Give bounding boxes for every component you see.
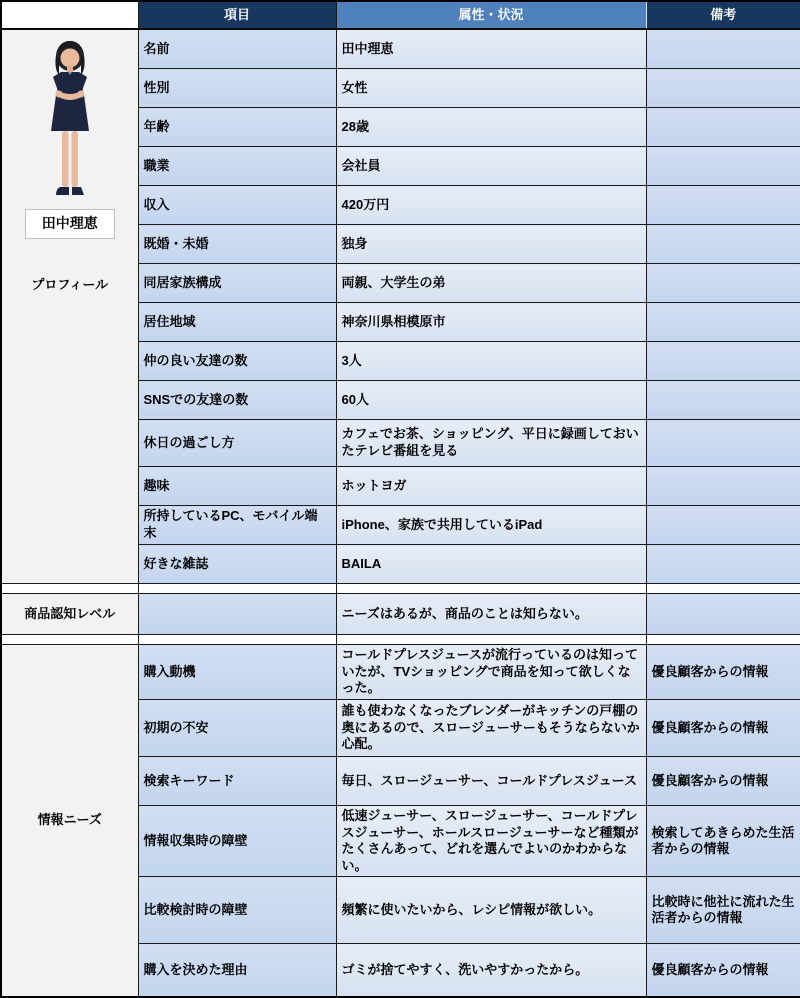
spacer-cell — [336, 635, 646, 645]
profile-section-label: プロフィール — [31, 276, 109, 292]
item-cell: 収入 — [138, 186, 336, 225]
item-cell: 名前 — [138, 29, 336, 69]
note-cell — [646, 147, 800, 186]
table-row — [1, 594, 800, 635]
spacer-row — [1, 584, 800, 594]
note-cell: 比較時に他社に流れた生活者からの情報 — [646, 877, 800, 944]
note-cell: 検索してあきらめた生活者からの情報 — [646, 805, 800, 877]
value-cell: iPhone、家族で共用しているiPad — [336, 506, 646, 545]
value-cell: 毎日、スロージューサー、コールドプレスジュース — [336, 756, 646, 805]
header-row — [1, 1, 800, 29]
note-cell — [646, 506, 800, 545]
note-cell: 優良顧客からの情報 — [646, 944, 800, 998]
item-cell: 性別 — [138, 69, 336, 108]
spacer-cell — [138, 635, 336, 645]
item-cell: 初期の不安 — [138, 699, 336, 756]
value-cell: コールドプレスジュースが流行っているのは知っていたが、TVショッピングで商品を知って欲しくなった。 — [336, 645, 646, 700]
value-cell: ホットヨガ — [336, 467, 646, 506]
profile-section-cell — [1, 29, 138, 584]
item-cell: 検索キーワード — [138, 756, 336, 805]
note-cell — [646, 29, 800, 69]
column-header-note: 備考 — [646, 1, 800, 29]
item-cell: 既婚・未婚 — [138, 225, 336, 264]
value-cell: 低速ジューサー、スロージューサー、コールドプレスジューサー、ホールスロージューサーなど種類がたくさんあって、どれを選んでよいのかわからない。 — [336, 805, 646, 877]
item-cell — [138, 594, 336, 635]
value-cell: 3人 — [336, 342, 646, 381]
value-cell: カフェでお茶、ショッピング、平日に録画しておいたテレビ番組を見る — [336, 420, 646, 467]
item-cell: 情報収集時の障壁 — [138, 805, 336, 877]
corner-cell — [1, 1, 138, 29]
spacer-cell — [1, 584, 138, 594]
value-cell: BAILA — [336, 545, 646, 584]
value-cell: 420万円 — [336, 186, 646, 225]
note-cell — [646, 69, 800, 108]
item-cell: 居住地域 — [138, 303, 336, 342]
note-cell — [646, 225, 800, 264]
item-cell: 職業 — [138, 147, 336, 186]
item-cell: 購入を決めた理由 — [138, 944, 336, 998]
note-cell — [646, 108, 800, 147]
value-cell: 田中理恵 — [336, 29, 646, 69]
value-cell: ニーズはあるが、商品のことは知らない。 — [336, 594, 646, 635]
note-cell — [646, 303, 800, 342]
note-cell: 優良顧客からの情報 — [646, 699, 800, 756]
column-header-item: 項目 — [138, 1, 336, 29]
column-header-attribute: 属性・状況 — [336, 1, 646, 29]
value-cell: 会社員 — [336, 147, 646, 186]
awareness-section-label: 商品認知レベル — [24, 605, 116, 621]
note-cell — [646, 381, 800, 420]
spacer-cell — [138, 584, 336, 594]
item-cell: 同居家族構成 — [138, 264, 336, 303]
awareness-section-cell — [1, 594, 138, 635]
item-cell: 好きな雑誌 — [138, 545, 336, 584]
note-cell: 優良顧客からの情報 — [646, 756, 800, 805]
note-cell — [646, 420, 800, 467]
item-cell: 休日の過ごし方 — [138, 420, 336, 467]
spacer-cell — [646, 635, 800, 645]
table-row — [1, 645, 800, 700]
value-cell: 神奈川県相模原市 — [336, 303, 646, 342]
note-cell — [646, 594, 800, 635]
spacer-cell — [1, 635, 138, 645]
value-cell: 女性 — [336, 69, 646, 108]
note-cell — [646, 264, 800, 303]
persona-name-box: 田中理恵 — [25, 209, 115, 239]
note-cell — [646, 342, 800, 381]
item-cell: SNSでの友達の数 — [138, 381, 336, 420]
item-cell: 比較検討時の障壁 — [138, 877, 336, 944]
value-cell: ゴミが捨てやすく、洗いやすかったから。 — [336, 944, 646, 998]
value-cell: 頻繁に使いたいから、レシピ情報が欲しい。 — [336, 877, 646, 944]
item-cell: 趣味 — [138, 467, 336, 506]
note-cell — [646, 467, 800, 506]
info-needs-section-label: 情報ニーズ — [37, 812, 102, 828]
note-cell — [646, 186, 800, 225]
spacer-row — [1, 635, 800, 645]
item-cell: 所持しているPC、モバイル端末 — [138, 506, 336, 545]
value-cell: 60人 — [336, 381, 646, 420]
value-cell: 誰も使わなくなったブレンダーがキッチンの戸棚の奥にあるので、スロージューサーもそうならないか心配。 — [336, 699, 646, 756]
value-cell: 独身 — [336, 225, 646, 264]
spacer-cell — [646, 584, 800, 594]
value-cell: 両親、大学生の弟 — [336, 264, 646, 303]
item-cell: 仲の良い友達の数 — [138, 342, 336, 381]
spacer-cell — [336, 584, 646, 594]
note-cell: 優良顧客からの情報 — [646, 645, 800, 700]
persona-photo — [29, 35, 111, 203]
item-cell: 年齢 — [138, 108, 336, 147]
note-cell — [646, 545, 800, 584]
info-needs-section-cell — [1, 645, 138, 998]
item-cell: 購入動機 — [138, 645, 336, 700]
value-cell: 28歳 — [336, 108, 646, 147]
table-row — [1, 29, 800, 69]
